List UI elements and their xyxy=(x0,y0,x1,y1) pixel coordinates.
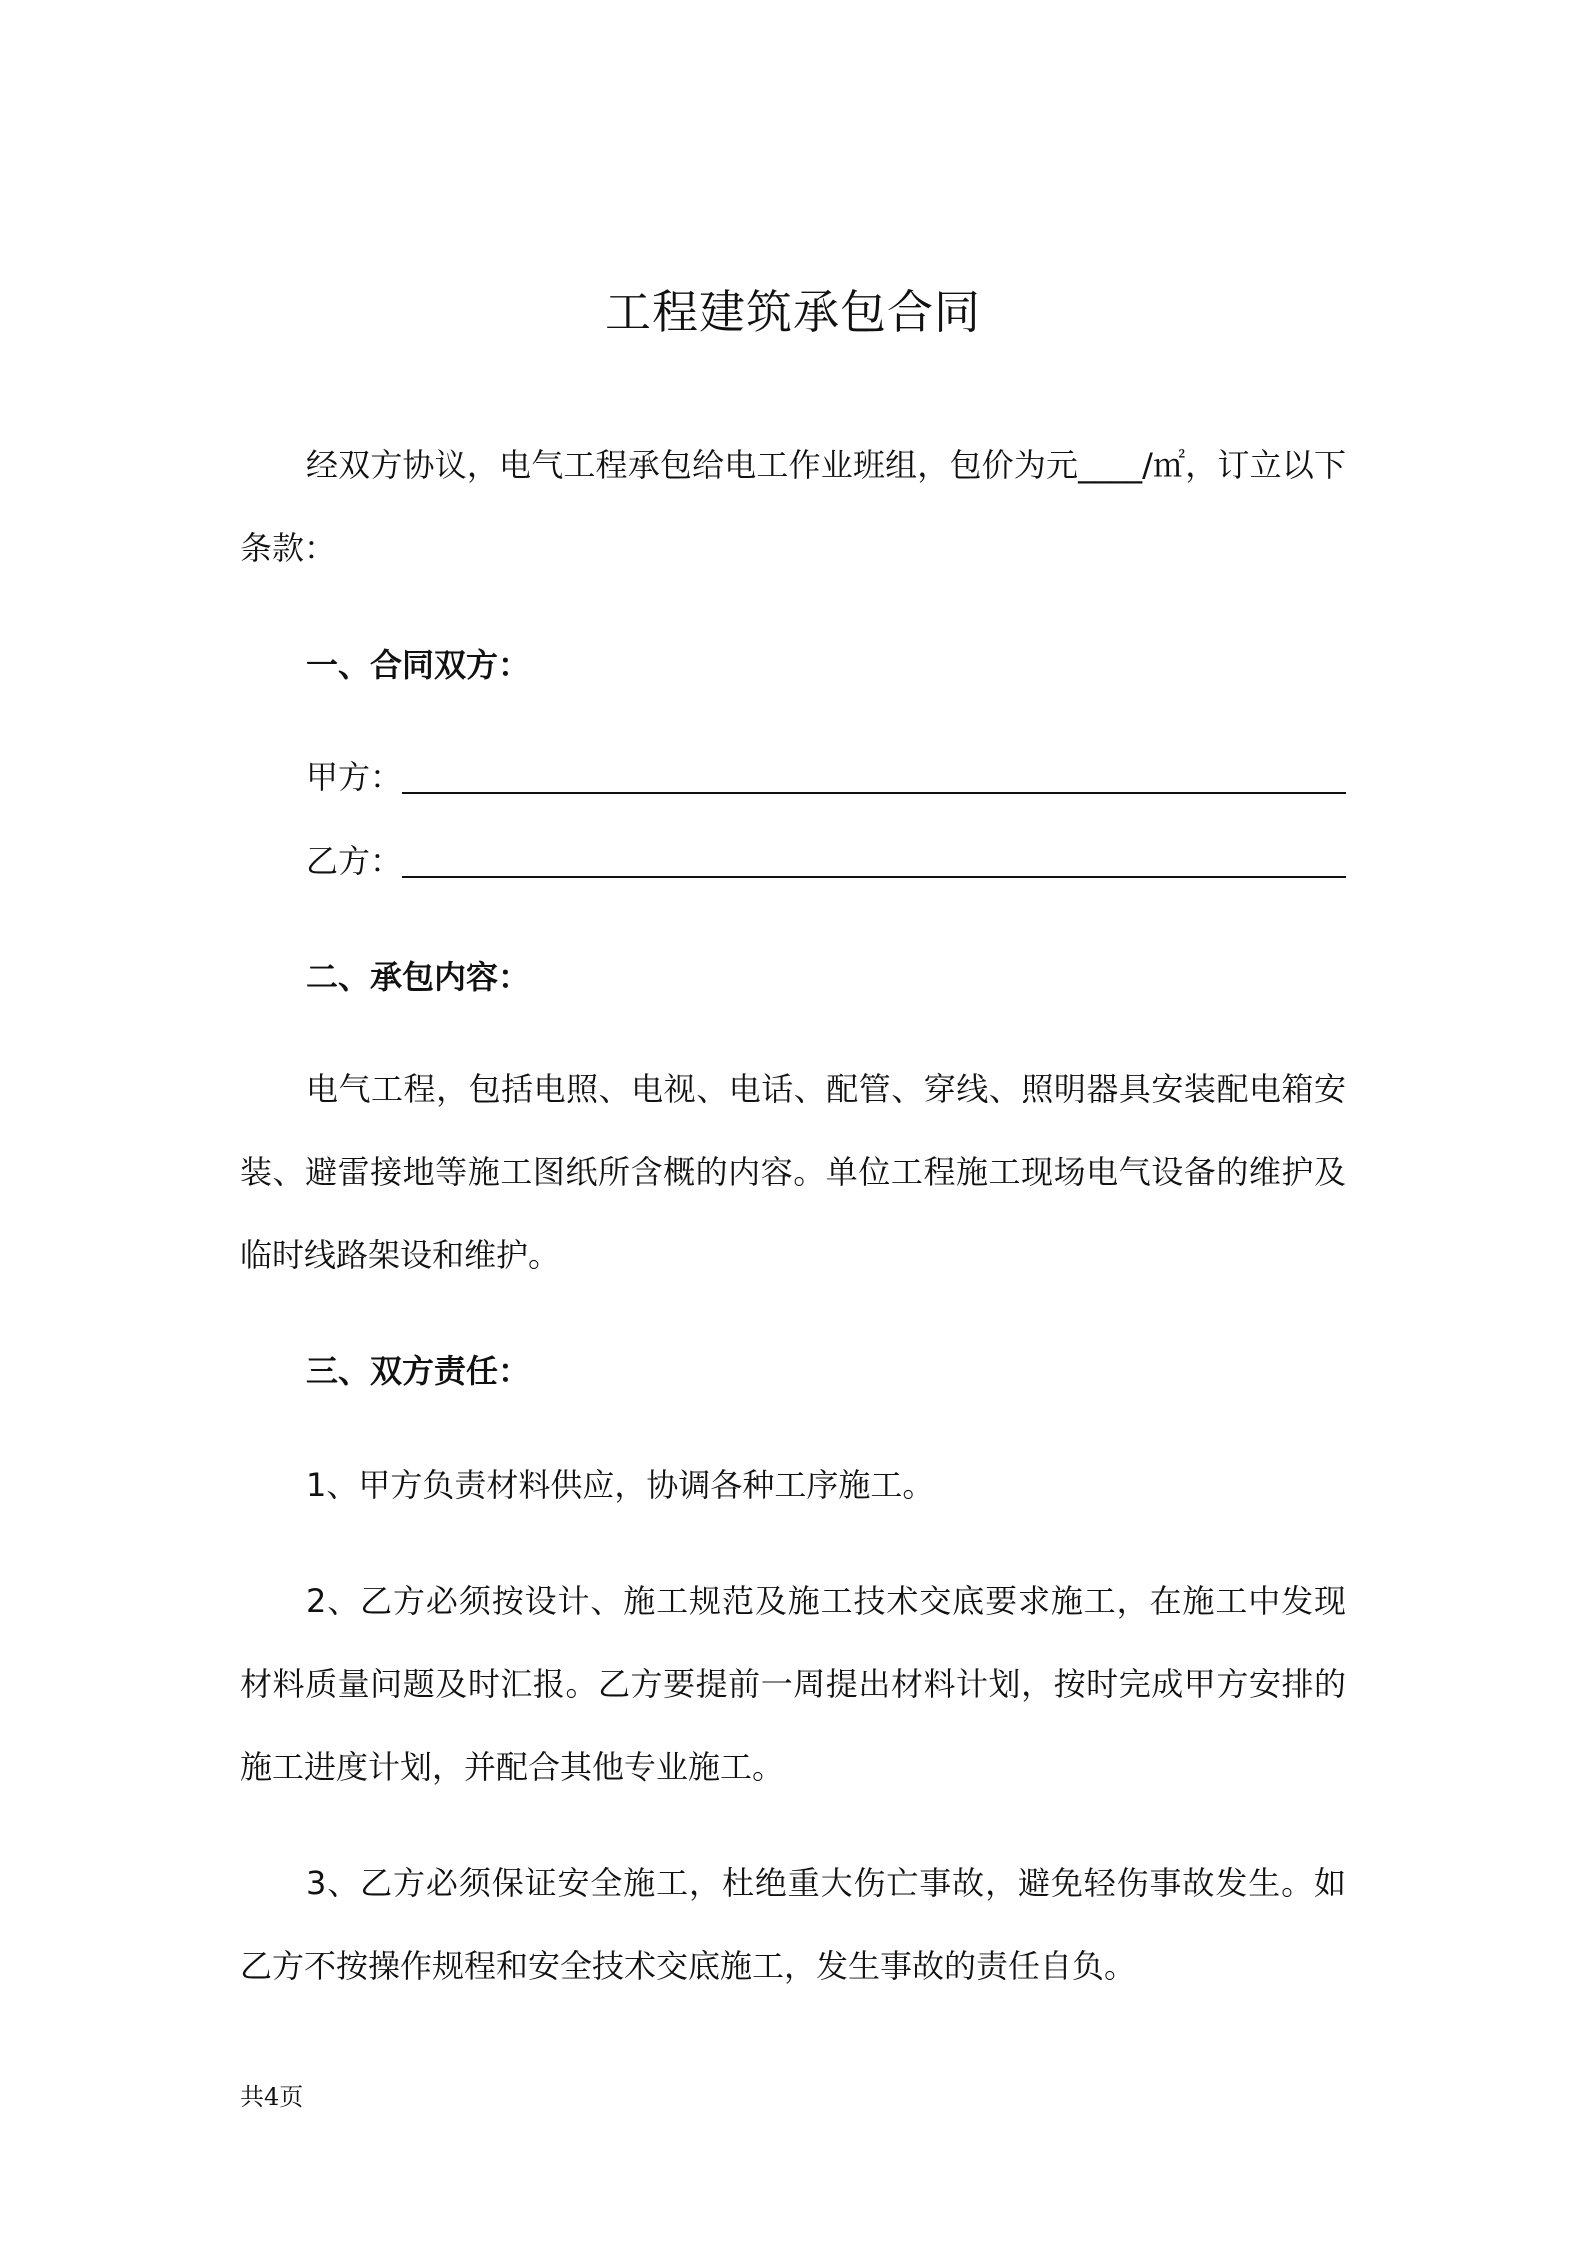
responsibility-item-1: 1、甲方负责材料供应，协调各种工序施工。 xyxy=(306,1466,935,1504)
section-heading-parties: 一、合同双方： xyxy=(306,646,531,684)
responsibility-item-2: 2、乙方必须按设计、施工规范及施工技术交底要求施工，在施工中发现材料质量问题及时汇报。乙方要提前一周提出材料计划，按时完成甲方安排的施工进度计划，并配合其他专业施工。 xyxy=(240,1582,1346,1786)
party-b-field xyxy=(306,836,1346,886)
party-a-blank-line xyxy=(402,791,1346,794)
party-b-blank-line xyxy=(402,875,1346,878)
party-b-label: 乙方： xyxy=(306,842,403,880)
responsibility-item-3: 3、乙方必须保证安全施工，杜绝重大伤亡事故，避免轻伤事故发生。如乙方不按操作规程和安全技术交底施工，发生事故的责任自负。 xyxy=(240,1864,1346,1985)
document-title: 工程建筑承包合同 xyxy=(605,285,981,339)
page-count-footer: 共4页 xyxy=(240,2083,304,2111)
intro-paragraph: 经双方协议，电气工程承包给电工作业班组，包价为元____/㎡，订立以下条款： xyxy=(240,446,1346,567)
party-a-field xyxy=(306,752,1346,802)
section-heading-scope: 二、承包内容： xyxy=(306,958,531,996)
section-heading-responsibilities: 三、双方责任： xyxy=(306,1352,531,1390)
scope-paragraph: 电气工程，包括电照、电视、电话、配管、穿线、照明器具安装配电箱安装、避雷接地等施工图纸所含概的内容。单位工程施工现场电气设备的维护及临时线路架设和维护。 xyxy=(240,1070,1346,1274)
party-a-label: 甲方： xyxy=(306,758,403,796)
